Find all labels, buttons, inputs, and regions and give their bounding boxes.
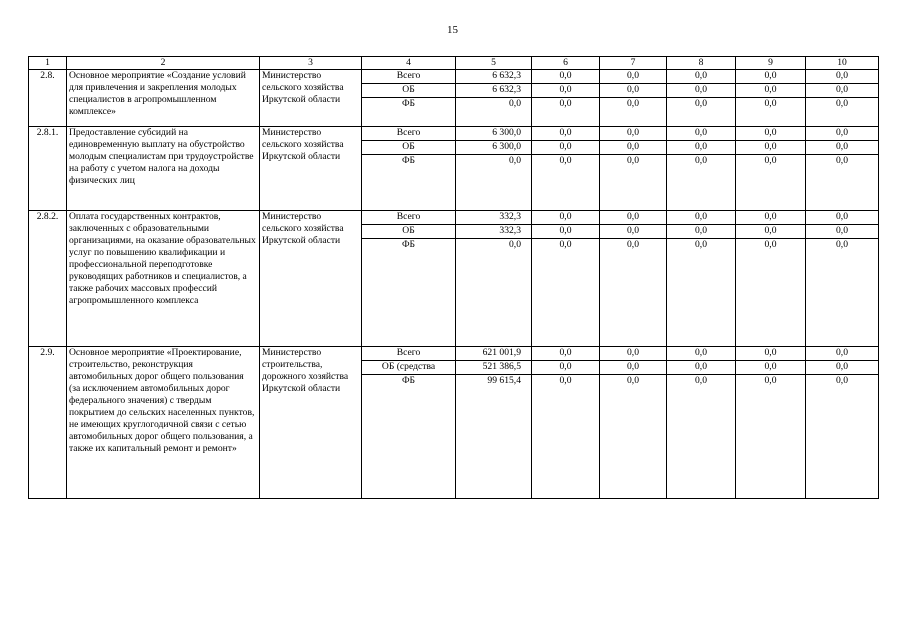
value-cell: 332,3: [456, 211, 532, 225]
activity-name: Предоставление субсидий на единовременную выплату на обустройство молодым специалистам при трудоустройстве на работу с учетом налога на доходы физических лиц: [67, 127, 260, 211]
value-cell: 99 615,4: [456, 375, 532, 499]
value-cell: 0,0: [532, 127, 600, 141]
funding-source: ОБ: [362, 225, 456, 239]
funding-source: ФБ: [362, 98, 456, 127]
executor-name: Министерство сельского хозяйства Иркутской области: [260, 127, 362, 211]
activity-name: Основное мероприятие «Проектирование, строительство, реконструкция автомобильных дорог общего пользования (за исключением автомобильных дорог федерального значения) с твердым покрытием до сельских населенных пунктов, не имеющих круглогодичной связи с сетью автомобильных дорог общего пользования, а также их капитальный ремонт и ремонт»: [67, 347, 260, 499]
value-cell: 0,0: [600, 211, 667, 225]
value-cell: 0,0: [667, 84, 736, 98]
row-number: 2.8.: [29, 70, 67, 127]
value-cell: 0,0: [600, 361, 667, 375]
header-row: [29, 57, 879, 70]
value-cell: 0,0: [736, 84, 806, 98]
value-cell: 0,0: [806, 127, 879, 141]
header-cell: 9: [736, 57, 806, 70]
funding-source: ФБ: [362, 155, 456, 211]
funding-source: ОБ (средства: [362, 361, 456, 375]
value-cell: 0,0: [532, 155, 600, 211]
funding-source: Всего: [362, 127, 456, 141]
value-cell: 0,0: [667, 211, 736, 225]
value-cell: 6 300,0: [456, 141, 532, 155]
executor-name: Министерство сельского хозяйства Иркутской области: [260, 70, 362, 127]
value-cell: 0,0: [667, 70, 736, 84]
value-cell: 0,0: [532, 84, 600, 98]
value-cell: 0,0: [736, 155, 806, 211]
value-cell: 0,0: [667, 375, 736, 499]
value-cell: 0,0: [667, 98, 736, 127]
value-cell: 0,0: [667, 225, 736, 239]
value-cell: 521 386,5: [456, 361, 532, 375]
table-row: [29, 347, 879, 361]
funding-source: ФБ: [362, 375, 456, 499]
value-cell: 0,0: [532, 70, 600, 84]
value-cell: 621 001,9: [456, 347, 532, 361]
value-cell: 0,0: [736, 361, 806, 375]
value-cell: 0,0: [667, 239, 736, 347]
value-cell: 6 632,3: [456, 70, 532, 84]
value-cell: 0,0: [456, 155, 532, 211]
value-cell: 0,0: [806, 70, 879, 84]
value-cell: 0,0: [806, 211, 879, 225]
value-cell: 6 632,3: [456, 84, 532, 98]
header-cell: 2: [67, 57, 260, 70]
value-cell: 0,0: [806, 225, 879, 239]
value-cell: 0,0: [532, 347, 600, 361]
funding-source: ОБ: [362, 141, 456, 155]
value-cell: 0,0: [600, 225, 667, 239]
value-cell: 0,0: [532, 141, 600, 155]
executor-name: Министерство строительства, дорожного хозяйства Иркутской области: [260, 347, 362, 499]
header-cell: 1: [29, 57, 67, 70]
value-cell: 0,0: [600, 347, 667, 361]
value-cell: 0,0: [736, 239, 806, 347]
value-cell: 0,0: [806, 84, 879, 98]
table-row: [29, 211, 879, 225]
header-cell: 4: [362, 57, 456, 70]
header-cell: 10: [806, 57, 879, 70]
funding-source: Всего: [362, 347, 456, 361]
header-cell: 8: [667, 57, 736, 70]
value-cell: 0,0: [532, 239, 600, 347]
value-cell: 332,3: [456, 225, 532, 239]
value-cell: 0,0: [600, 70, 667, 84]
value-cell: 0,0: [667, 155, 736, 211]
value-cell: 0,0: [736, 211, 806, 225]
value-cell: 0,0: [600, 141, 667, 155]
row-number: 2.8.2.: [29, 211, 67, 347]
value-cell: 0,0: [667, 347, 736, 361]
value-cell: 0,0: [667, 127, 736, 141]
row-number: 2.8.1.: [29, 127, 67, 211]
executor-name: Министерство сельского хозяйства Иркутской области: [260, 211, 362, 347]
activity-name: Оплата государственных контрактов, заключенных с образовательными организациями, на оказание образовательных услуг по повышению квалификации и профессиональной переподготовке руководящих работников и специалистов, а также рабочих массовых профессий агропромышленного комплекса: [67, 211, 260, 347]
value-cell: 0,0: [736, 141, 806, 155]
value-cell: 0,0: [456, 239, 532, 347]
value-cell: 0,0: [532, 375, 600, 499]
value-cell: 0,0: [806, 375, 879, 499]
value-cell: 0,0: [600, 98, 667, 127]
value-cell: 0,0: [600, 127, 667, 141]
value-cell: 0,0: [736, 70, 806, 84]
header-cell: 3: [260, 57, 362, 70]
funding-source: Всего: [362, 211, 456, 225]
value-cell: 0,0: [600, 375, 667, 499]
table-row: [29, 127, 879, 141]
funding-source: ФБ: [362, 239, 456, 347]
funding-source: ОБ: [362, 84, 456, 98]
value-cell: 0,0: [667, 361, 736, 375]
value-cell: 0,0: [600, 84, 667, 98]
value-cell: 0,0: [736, 375, 806, 499]
activity-name: Основное мероприятие «Создание условий для привлечения и закрепления молодых специалистов в агропромышленном комплексе»: [67, 70, 260, 127]
value-cell: 0,0: [806, 239, 879, 347]
value-cell: 0,0: [532, 225, 600, 239]
value-cell: 0,0: [806, 98, 879, 127]
page-number: 15: [447, 24, 458, 36]
header-cell: 7: [600, 57, 667, 70]
value-cell: 0,0: [736, 347, 806, 361]
value-cell: 0,0: [736, 225, 806, 239]
value-cell: 0,0: [600, 155, 667, 211]
value-cell: 0,0: [806, 347, 879, 361]
value-cell: 0,0: [456, 98, 532, 127]
value-cell: 0,0: [532, 361, 600, 375]
value-cell: 0,0: [667, 141, 736, 155]
value-cell: 0,0: [736, 98, 806, 127]
header-cell: 5: [456, 57, 532, 70]
table-row: [29, 70, 879, 84]
value-cell: 6 300,0: [456, 127, 532, 141]
value-cell: 0,0: [806, 155, 879, 211]
budget-table: [28, 56, 879, 499]
row-number: 2.9.: [29, 347, 67, 499]
value-cell: 0,0: [532, 98, 600, 127]
value-cell: 0,0: [532, 211, 600, 225]
funding-source: Всего: [362, 70, 456, 84]
value-cell: 0,0: [736, 127, 806, 141]
value-cell: 0,0: [806, 361, 879, 375]
header-cell: 6: [532, 57, 600, 70]
value-cell: 0,0: [600, 239, 667, 347]
value-cell: 0,0: [806, 141, 879, 155]
